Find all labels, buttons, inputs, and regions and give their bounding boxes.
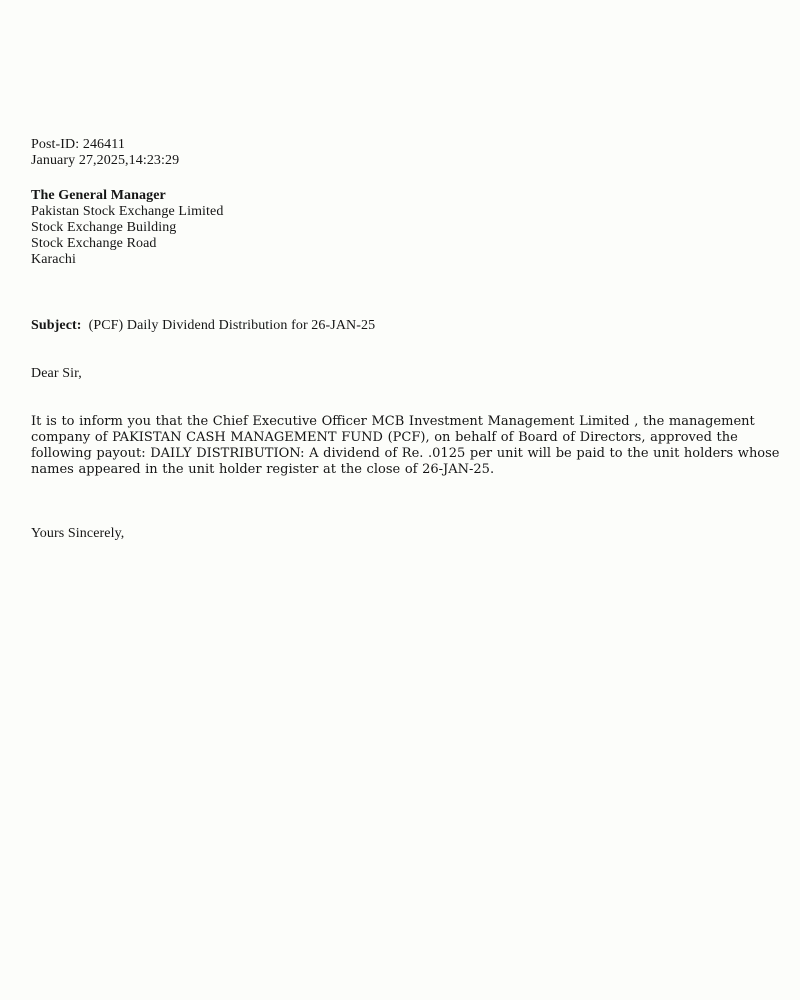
subject-text: (PCF) Daily Dividend Distribution for 26-JAN-25	[88, 318, 376, 333]
recipient-address-line: Stock Exchange Building	[31, 220, 177, 235]
post-id-line: Post-ID: 246411	[31, 137, 125, 152]
subject-label: Subject:	[31, 318, 82, 333]
recipient-address-line: Karachi	[31, 252, 77, 267]
recipient-address-line: Pakistan Stock Exchange Limited	[31, 204, 224, 219]
body-paragraph: It is to inform you that the Chief Executive Officer MCB Investment Management Limited , the management company of PAKISTAN CASH MANAGEMENT FUND (PCF), on behalf of Board of Directors, approved the following payout: DAILY DISTRIBUTION: A dividend of Re. .0125 per unit will be paid to the unit holders whose names appeared in the unit holder register at the close of 26-JAN-25.	[31, 414, 780, 477]
closing: Yours Sincerely,	[31, 526, 125, 541]
recipient-address-line: Stock Exchange Road	[31, 236, 157, 251]
meta-block	[31, 137, 783, 169]
recipient-block	[31, 188, 783, 268]
recipient-title: The General Manager	[31, 188, 166, 203]
subject-line	[31, 318, 783, 334]
datetime-line: January 27,2025,14:23:29	[31, 153, 180, 168]
salutation: Dear Sir,	[31, 366, 82, 381]
